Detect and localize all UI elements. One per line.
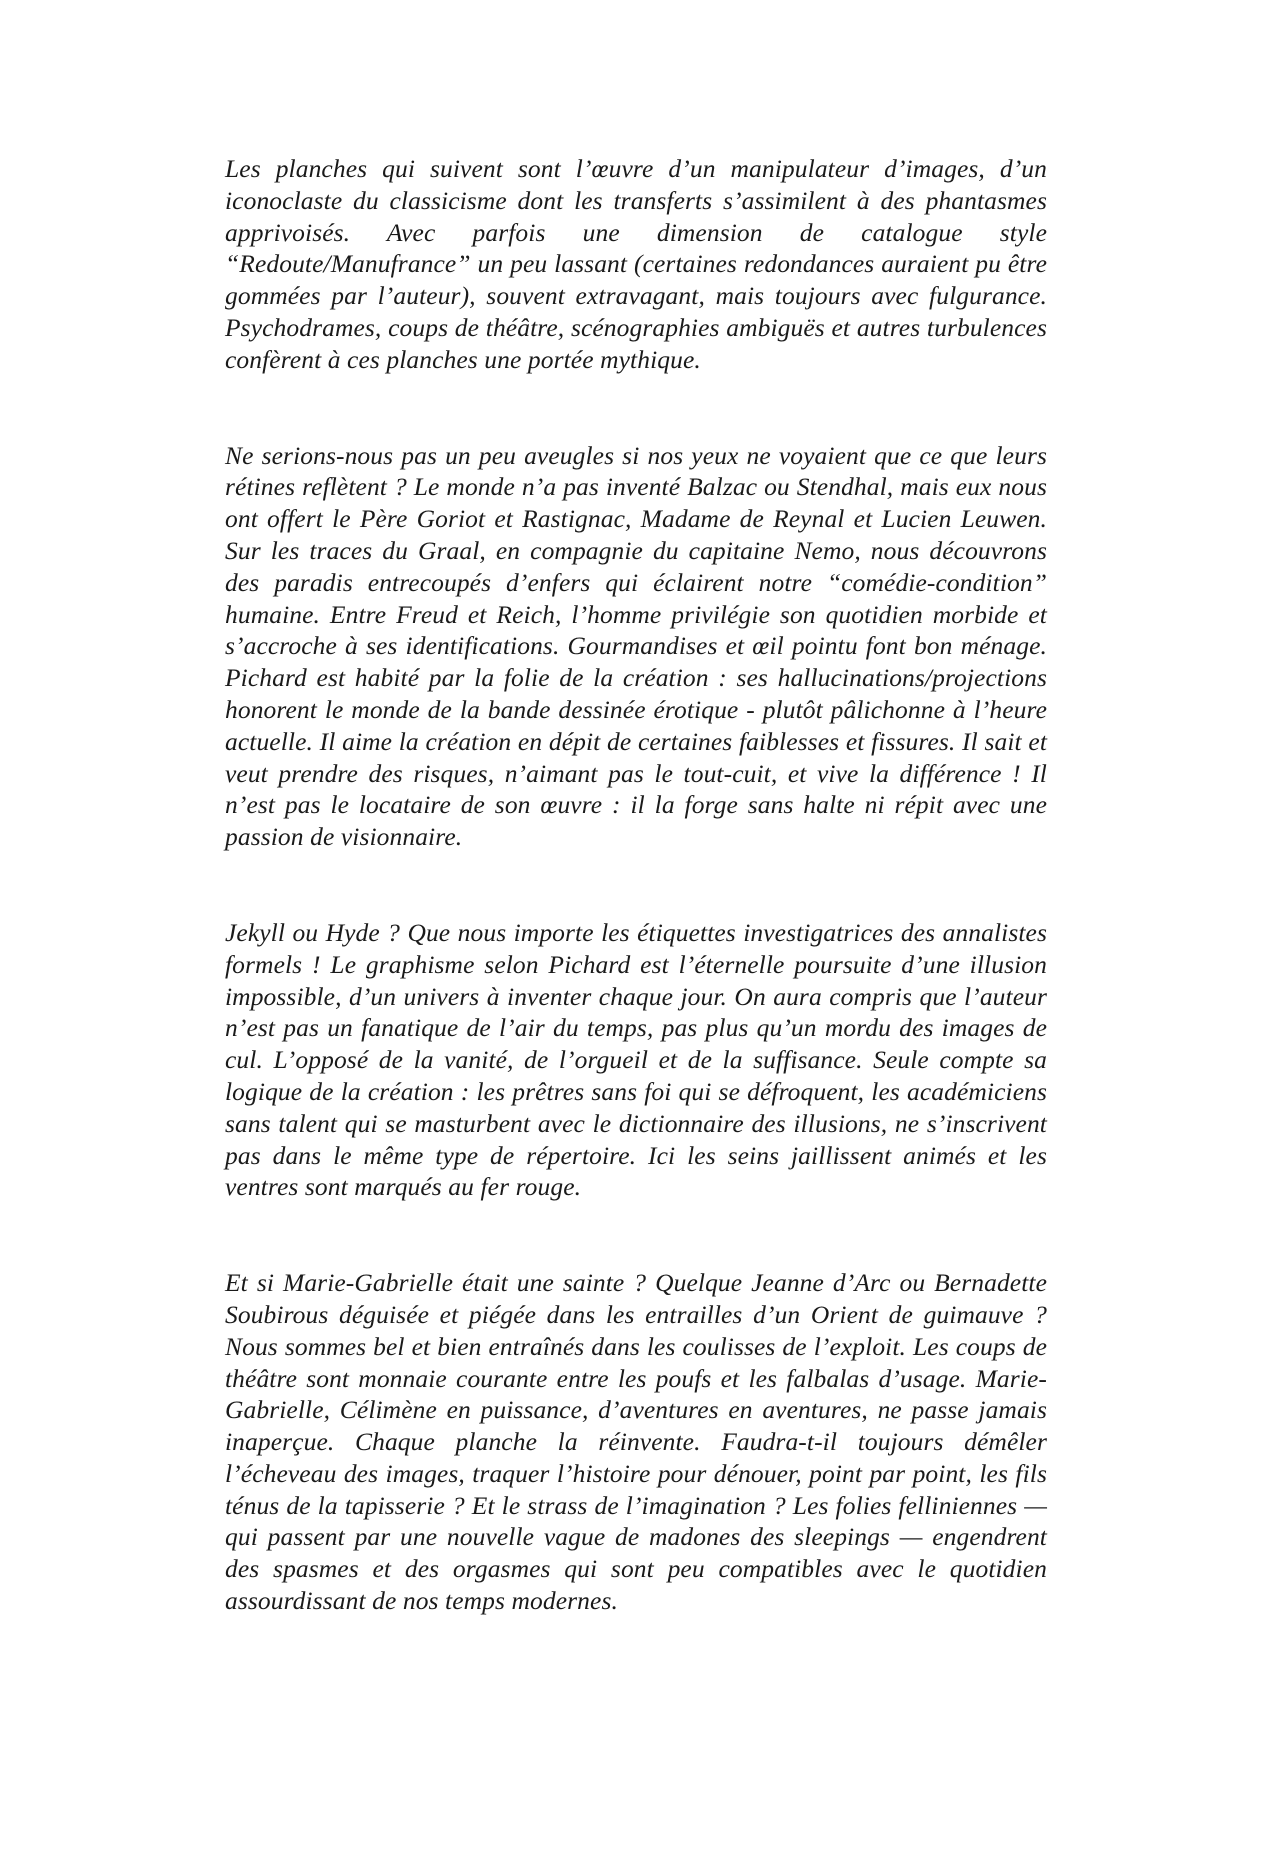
- paragraph-2: Ne serions-nous pas un peu aveugles si nos yeux ne voyaient que ce que leurs rétines reflètent ? Le monde n’a pas inventé Balzac ou Stendhal, mais eux nous ont offert le Père Goriot et Rastignac, Madame de Reynal et Lucien Leuwen. Sur les traces du Graal, en compagnie du capitaine Nemo, nous découvrons des paradis entrecoupés d’enfers qui éclairent notre “comédie-condition” humaine. Entre Freud et Reich, l’homme privilégie son quotidien morbide et s’accroche à ses identifications. Gourmandises et œil pointu font bon ménage. Pichard est habité par la folie de la création : ses hallucinations/projections honorent le monde de la bande dessinée érotique - plutôt pâlichonne à l’heure actuelle. Il aime la création en dépit de certaines faiblesses et fissures. Il sait et veut prendre des risques, n’aimant pas le tout-cuit, et vive la différence ! Il n’est pas le locataire de son œuvre : il la forge sans halte ni répit avec une passion de visionnaire.: [225, 440, 1047, 852]
- body-text: [225, 153, 1047, 1617]
- paragraph-3: Jekyll ou Hyde ? Que nous importe les étiquettes investigatrices des annalistes formels ! Le graphisme selon Pichard est l’éternelle poursuite d’une illusion impossible, d’un univers à inventer chaque jour. On aura compris que l’auteur n’est pas un fanatique de l’air du temps, pas plus qu’un mordu des images de cul. L’opposé de la vanité, de l’orgueil et de la suffisance. Seule compte sa logique de la création : les prêtres sans foi qui se défroquent, les académiciens sans talent qui se masturbent avec le dictionnaire des illusions, ne s’inscrivent pas dans le même type de répertoire. Ici les seins jaillissent animés et les ventres sont marqués au fer rouge.: [225, 917, 1047, 1202]
- paragraph-1: Les planches qui suivent sont l’œuvre d’un manipulateur d’images, d’un iconoclaste du classicisme dont les transferts s’assimilent à des phantasmes apprivoisés. Avec parfois une dimension de catalogue style “Redoute/Manufrance” un peu lassant (certaines redondances auraient pu être gommées par l’auteur), souvent extravagant, mais toujours avec fulgurance. Psychodrames, coups de théâtre, scénographies ambiguës et autres turbulences confèrent à ces planches une portée mythique.: [225, 154, 1047, 374]
- paragraph-4: Et si Marie-Gabrielle était une sainte ? Quelque Jeanne d’Arc ou Bernadette Soubirous déguisée et piégée dans les entrailles d’un Orient de guimauve ? Nous sommes bel et bien entraînés dans les coulisses de l’exploit. Les coups de théâtre sont monnaie courante entre les poufs et les falbalas d’usage. Marie-Gabrielle, Célimène en puissance, d’aventures en aventures, ne passe jamais inaperçue. Chaque planche la réinvente. Faudra-t-il toujours démêler l’écheveau des images, traquer l’histoire pour dénouer, point par point, les fils ténus de la tapisserie ? Et le strass de l’imagination ? Les folies felliniennes — qui passent par une nouvelle vague de madones des sleepings — engendrent des spasmes et des orgasmes qui sont peu compatibles avec le quotidien assourdissant de nos temps modernes.: [225, 1268, 1047, 1616]
